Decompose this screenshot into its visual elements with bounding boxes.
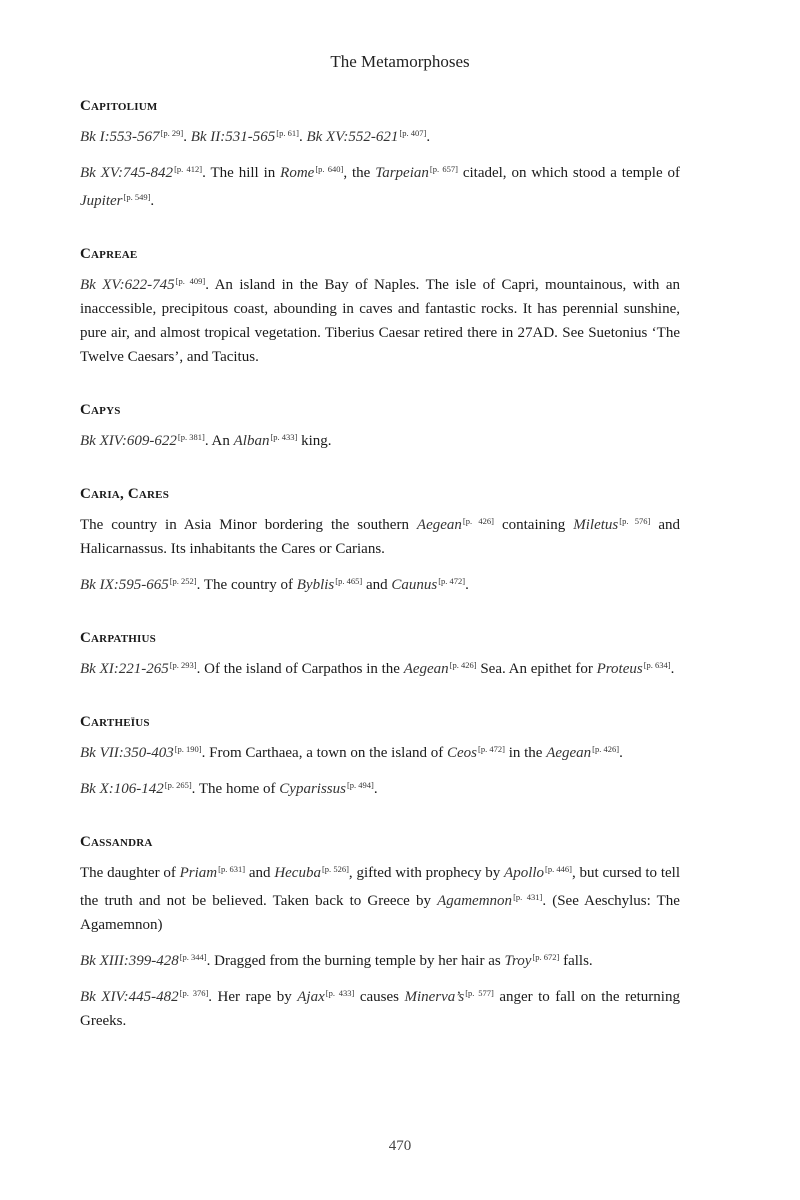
glossary-entry — [80, 98, 680, 213]
entry-text: . The home of — [191, 781, 280, 797]
book-reference-link[interactable]: Jupiter — [80, 193, 123, 209]
entry-title: Capys — [80, 402, 121, 418]
entry-text: , the — [343, 165, 376, 181]
page-reference-link[interactable]: [p. 672] — [532, 952, 560, 962]
entry-text: The daughter of — [80, 865, 180, 881]
book-reference-link[interactable]: Troy — [504, 953, 532, 969]
entry-text: , but cursed to tell the truth and not be believed. Taken back to Greece by — [80, 865, 680, 909]
page-reference-link[interactable]: [p. 640] — [315, 164, 344, 174]
entry-text: and — [245, 865, 275, 881]
entry-text: and — [362, 577, 392, 593]
book-reference-link[interactable]: Byblis — [296, 577, 335, 593]
book-reference-link[interactable]: Bk X:106-142 — [80, 781, 164, 797]
book-reference-link[interactable]: Bk XI:221-265 — [80, 661, 169, 677]
page-reference-link[interactable]: [p. 433] — [270, 432, 298, 442]
entry-paragraph — [80, 157, 680, 213]
book-reference-link[interactable]: Proteus — [596, 661, 643, 677]
book-reference-link[interactable]: Aegean — [416, 517, 462, 533]
book-reference-link[interactable]: Bk XV:552-621 — [306, 129, 399, 145]
entry-text: . An island in the Bay of Naples. The isle of Capri, mountainous, with an inaccessible, precipitous coast, abounding in caves and fantastic rocks. It has perennial sunshine, pure air, and almost tropical vegetation. Tiberius Caesar retired there in 27AD. See Suetonius ‘The Twelve Caesars’, and Tacitus. — [80, 277, 680, 365]
book-reference-link[interactable]: Bk XIV:609-622 — [80, 433, 177, 449]
page-reference-link[interactable]: [p. 61] — [276, 128, 299, 138]
entry-text: . — [373, 781, 378, 797]
page-reference-link[interactable]: [p. 293] — [169, 660, 197, 670]
entry-title: Caria, Cares — [80, 486, 170, 502]
entry-text: . The hill in — [202, 165, 281, 181]
page-reference-link[interactable]: [p. 634] — [643, 660, 671, 670]
entry-text: . — [465, 577, 469, 593]
entry-text: citadel, on which stood a temple of — [457, 165, 681, 181]
entry-paragraph — [80, 857, 680, 937]
entry-title: Cartheïus — [80, 714, 150, 730]
glossary-entry — [80, 246, 680, 369]
page-reference-link[interactable]: [p. 265] — [164, 780, 192, 790]
book-reference-link[interactable]: Tarpeian — [375, 165, 429, 181]
book-reference-link[interactable]: Hecuba — [274, 865, 321, 881]
book-reference-link[interactable]: Aegean — [403, 661, 449, 677]
entry-paragraph — [80, 981, 680, 1033]
page-reference-link[interactable]: [p. 426] — [449, 660, 477, 670]
entry-text: . — [150, 193, 155, 209]
book-reference-link[interactable]: Apollo — [504, 865, 545, 881]
entry-text: in the — [504, 745, 547, 761]
book-reference-link[interactable]: Caunus — [391, 577, 438, 593]
book-reference-link[interactable]: Ceos — [447, 745, 478, 761]
book-reference-link[interactable]: Ajax — [297, 989, 325, 1005]
entry-text: . (See Aeschylus: The Agamemnon) — [80, 893, 680, 933]
book-reference-link[interactable]: Bk II:531-565 — [190, 129, 276, 145]
entry-text: . An — [204, 433, 234, 449]
book-reference-link[interactable]: Minerva’s — [404, 989, 465, 1005]
entry-paragraph — [80, 425, 680, 453]
book-reference-link[interactable]: Rome — [280, 165, 315, 181]
entry-text: . — [426, 129, 431, 145]
book-reference-link[interactable]: Bk XIV:445-482 — [80, 989, 179, 1005]
page-reference-link[interactable]: [p. 407] — [399, 128, 427, 138]
book-reference-link[interactable]: Bk VII:350-403 — [80, 745, 174, 761]
book-reference-link[interactable]: Aegean — [546, 745, 592, 761]
page-reference-link[interactable]: [p. 465] — [335, 576, 363, 586]
entry-paragraph — [80, 269, 680, 369]
entry-text: , gifted with prophecy by — [348, 865, 505, 881]
entry-paragraph — [80, 945, 680, 973]
page-reference-link[interactable]: [p. 376] — [179, 988, 209, 998]
page-reference-link[interactable]: [p. 472] — [478, 744, 505, 754]
glossary-content — [80, 98, 680, 1066]
page-reference-link[interactable]: [p. 344] — [179, 952, 207, 962]
page-reference-link[interactable]: [p. 446] — [545, 864, 572, 874]
book-reference-link[interactable]: Alban — [233, 433, 270, 449]
entry-paragraph — [80, 509, 680, 561]
page-reference-link[interactable]: [p. 577] — [465, 988, 494, 998]
page-reference-link[interactable]: [p. 29] — [160, 128, 184, 138]
book-reference-link[interactable]: Bk XV:622-745 — [80, 277, 175, 293]
entry-text: falls. — [559, 953, 593, 969]
page-reference-link[interactable]: [p. 190] — [174, 744, 202, 754]
book-reference-link[interactable]: Bk IX:595-665 — [80, 577, 169, 593]
entry-text: . Her rape by — [208, 989, 298, 1005]
page-reference-link[interactable]: [p. 549] — [123, 192, 151, 202]
book-reference-link[interactable]: Bk XIII:399-428 — [80, 953, 179, 969]
page-reference-link[interactable]: [p. 381] — [177, 432, 205, 442]
entry-text: The country in Asia Minor bordering the southern — [80, 517, 417, 533]
entry-text: . From Carthaea, a town on the island of — [201, 745, 448, 761]
entry-text: causes — [354, 989, 405, 1005]
page-reference-link[interactable]: [p. 494] — [346, 780, 374, 790]
page-reference-link[interactable]: [p. 526] — [321, 864, 349, 874]
entry-title: Cassandra — [80, 834, 153, 850]
book-reference-link[interactable]: Bk I:553-567 — [80, 129, 160, 145]
entry-text: . Dragged from the burning temple by her hair as — [206, 953, 505, 969]
page-number: 470 — [388, 1138, 412, 1154]
entry-paragraph — [80, 569, 680, 597]
glossary-entry — [80, 714, 680, 801]
page-reference-link[interactable]: [p. 431] — [513, 892, 543, 902]
entry-text: . — [670, 661, 675, 677]
entry-text: . — [183, 129, 191, 145]
page-reference-link[interactable]: [p. 433] — [325, 988, 355, 998]
page-reference-link[interactable]: [p. 426] — [462, 516, 495, 526]
entry-text: . — [298, 129, 307, 145]
page-reference-link[interactable]: [p. 252] — [169, 576, 197, 586]
page-reference-link[interactable]: [p. 631] — [218, 864, 246, 874]
entry-paragraph — [80, 737, 680, 765]
entry-title: Carpathius — [80, 630, 156, 646]
page-reference-link[interactable]: [p. 409] — [175, 276, 206, 286]
glossary-entry — [80, 402, 680, 453]
glossary-entry — [80, 834, 680, 1033]
entry-text: Sea. An epithet for — [476, 661, 597, 677]
glossary-entry — [80, 486, 680, 597]
book-reference-link[interactable]: Miletus — [573, 517, 619, 533]
page-reference-link[interactable]: [p. 426] — [592, 744, 620, 754]
page-reference-link[interactable]: [p. 472] — [438, 576, 466, 586]
entry-text: . The country of — [196, 577, 297, 593]
page-reference-link[interactable]: [p. 576] — [619, 516, 651, 526]
glossary-entry — [80, 630, 680, 681]
entry-paragraph — [80, 773, 680, 801]
entry-title: Capitolium — [80, 98, 158, 114]
book-reference-link[interactable]: Cyparissus — [279, 781, 346, 797]
book-reference-link[interactable]: Bk XV:745-842 — [80, 165, 174, 181]
entry-text: anger to fall on the returning Greeks. — [80, 989, 680, 1029]
book-reference-link[interactable]: Agamemnon — [437, 893, 513, 909]
entry-text: . Of the island of Carpathos in the — [196, 661, 404, 677]
page-reference-link[interactable]: [p. 657] — [429, 164, 458, 174]
entry-title: Capreae — [80, 246, 138, 262]
page-reference-link[interactable]: [p. 412] — [174, 164, 203, 174]
page-header-title: The Metamorphoses — [330, 52, 470, 71]
entry-paragraph — [80, 653, 680, 681]
entry-text: and Halicarnassus. Its inhabitants the Cares or Carians. — [80, 517, 680, 557]
entry-text: . — [619, 745, 623, 761]
entry-paragraph — [80, 121, 680, 149]
book-reference-link[interactable]: Priam — [179, 865, 218, 881]
entry-text: containing — [494, 517, 574, 533]
entry-text: king. — [297, 433, 332, 449]
